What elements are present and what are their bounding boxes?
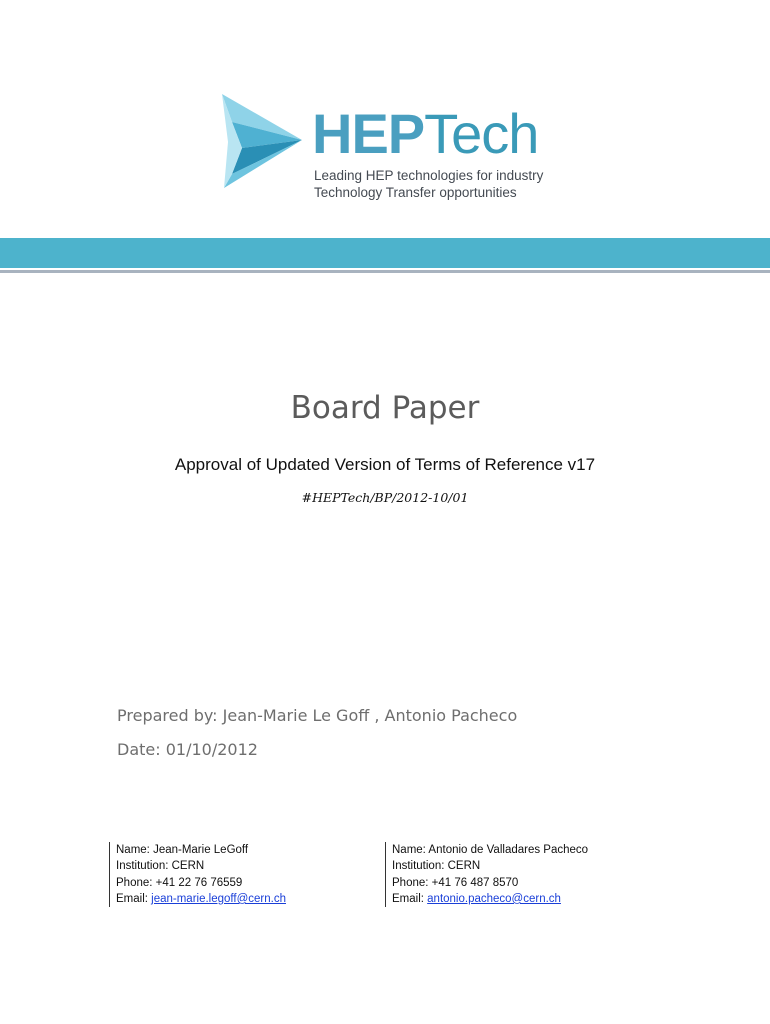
document-title: Board Paper	[290, 390, 480, 426]
contact-institution: Institution: CERN	[116, 860, 205, 873]
header-band	[0, 238, 770, 268]
contact-email-label: Email:	[116, 892, 152, 905]
contact-name: Name: Jean-Marie LeGoff	[116, 844, 249, 856]
contact-phone: Phone: +41 22 76 76559	[116, 876, 243, 889]
contact-institution: Institution: CERN	[392, 860, 481, 873]
contact-name: Name: Antonio de Valladares Pacheco	[392, 844, 589, 856]
contact-email-row	[392, 891, 588, 907]
contact-phone: Phone: +41 76 487 8570	[392, 876, 519, 889]
document-reference: #HEPTech/BP/2012-10/01	[301, 490, 469, 505]
logo-brand-light: Tech	[424, 102, 539, 165]
logo-brand-bold: HEP	[312, 102, 425, 165]
prepared-by: Prepared by: Jean-Marie Le Goff , Antonio Pacheco	[117, 706, 518, 725]
logo-wordmark	[312, 102, 538, 166]
heptech-logo	[218, 92, 558, 212]
document-subtitle: Approval of Updated Version of Terms of Reference v17	[174, 455, 596, 474]
logo-tagline-1: Leading HEP technologies for industry	[314, 168, 544, 183]
header-rule	[0, 270, 770, 273]
contact-email-row	[116, 891, 286, 907]
contact-email-link[interactable]: antonio.pacheco@cern.ch	[427, 892, 561, 905]
logo-tagline-2: Technology Transfer opportunities	[314, 185, 517, 200]
contact-card-legoff	[109, 842, 286, 907]
contact-email-label: Email:	[392, 892, 428, 905]
contact-email-link[interactable]: jean-marie.legoff@cern.ch	[151, 892, 286, 905]
document-date: Date: 01/10/2012	[117, 740, 258, 759]
contact-card-pacheco	[385, 842, 588, 907]
logo-arrow-icon	[218, 92, 304, 192]
